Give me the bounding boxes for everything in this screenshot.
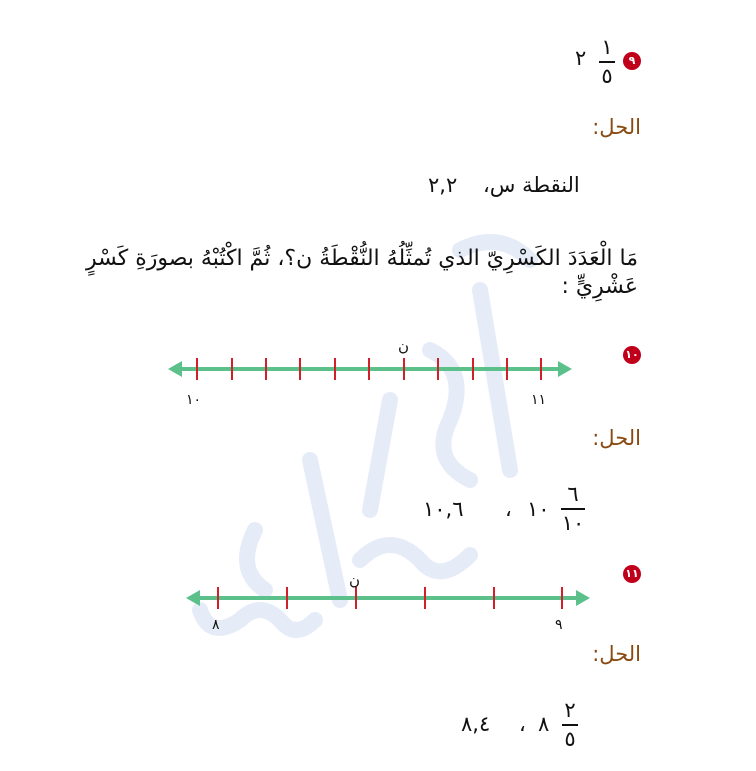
- fraction-bar: [562, 724, 578, 726]
- question-number-badge-10: ١٠: [623, 346, 641, 364]
- separator-q10: ،: [505, 497, 512, 521]
- mixed-fraction-whole-q10: ١٠: [527, 497, 550, 521]
- mixed-fraction-whole-q9: ٢: [575, 46, 587, 70]
- tick-label-left-q11: ٨: [212, 617, 220, 633]
- arrow-right-icon: [576, 590, 590, 606]
- separator-q11: ،: [519, 712, 526, 736]
- solution-label-q10: الحل:: [592, 426, 641, 450]
- mixed-fraction-whole-q11: ٨: [538, 712, 550, 736]
- decimal-answer-q10: ١٠,٦: [423, 497, 464, 521]
- answer-value-q9: ٢,٢: [428, 173, 458, 197]
- answer-text-q9: النقطة س،: [483, 173, 580, 197]
- tick-label-right-q11: ٩: [555, 617, 563, 633]
- arrow-left-icon: [186, 590, 200, 606]
- fraction-denominator: ٥: [601, 64, 613, 88]
- decimal-answer-q11: ٨,٤: [461, 712, 491, 736]
- fraction-numerator: ٦: [567, 482, 579, 506]
- tick-label-left-q10: ١٠: [186, 392, 202, 408]
- fraction-denominator: ١٠: [561, 511, 585, 535]
- point-label-n-q11: ن: [349, 571, 361, 589]
- fraction-numerator: ١: [601, 35, 613, 59]
- tick-label-right-q10: ١١: [531, 392, 547, 408]
- question-number-badge-11: ١١: [623, 565, 641, 583]
- mixed-fraction-q11: [562, 700, 578, 750]
- point-label-n-q10: ن: [398, 337, 410, 355]
- solution-label-q11: الحل:: [592, 642, 641, 666]
- question-number-badge-9: ٩: [623, 52, 641, 70]
- fraction-denominator: ٥: [564, 727, 576, 751]
- question-prompt: مَا الْعَدَدَ الكَسْرِيّ الذي تُمثِّلُهُ النُّقْطَةُ ن؟، ثُمَّ اكْتُبْهُ بصورَةِ كَسْرٍ عَشْرِيٍّ :: [85, 246, 638, 299]
- solution-label-q9: الحل:: [592, 115, 641, 139]
- fraction-numerator: ٢: [564, 698, 576, 722]
